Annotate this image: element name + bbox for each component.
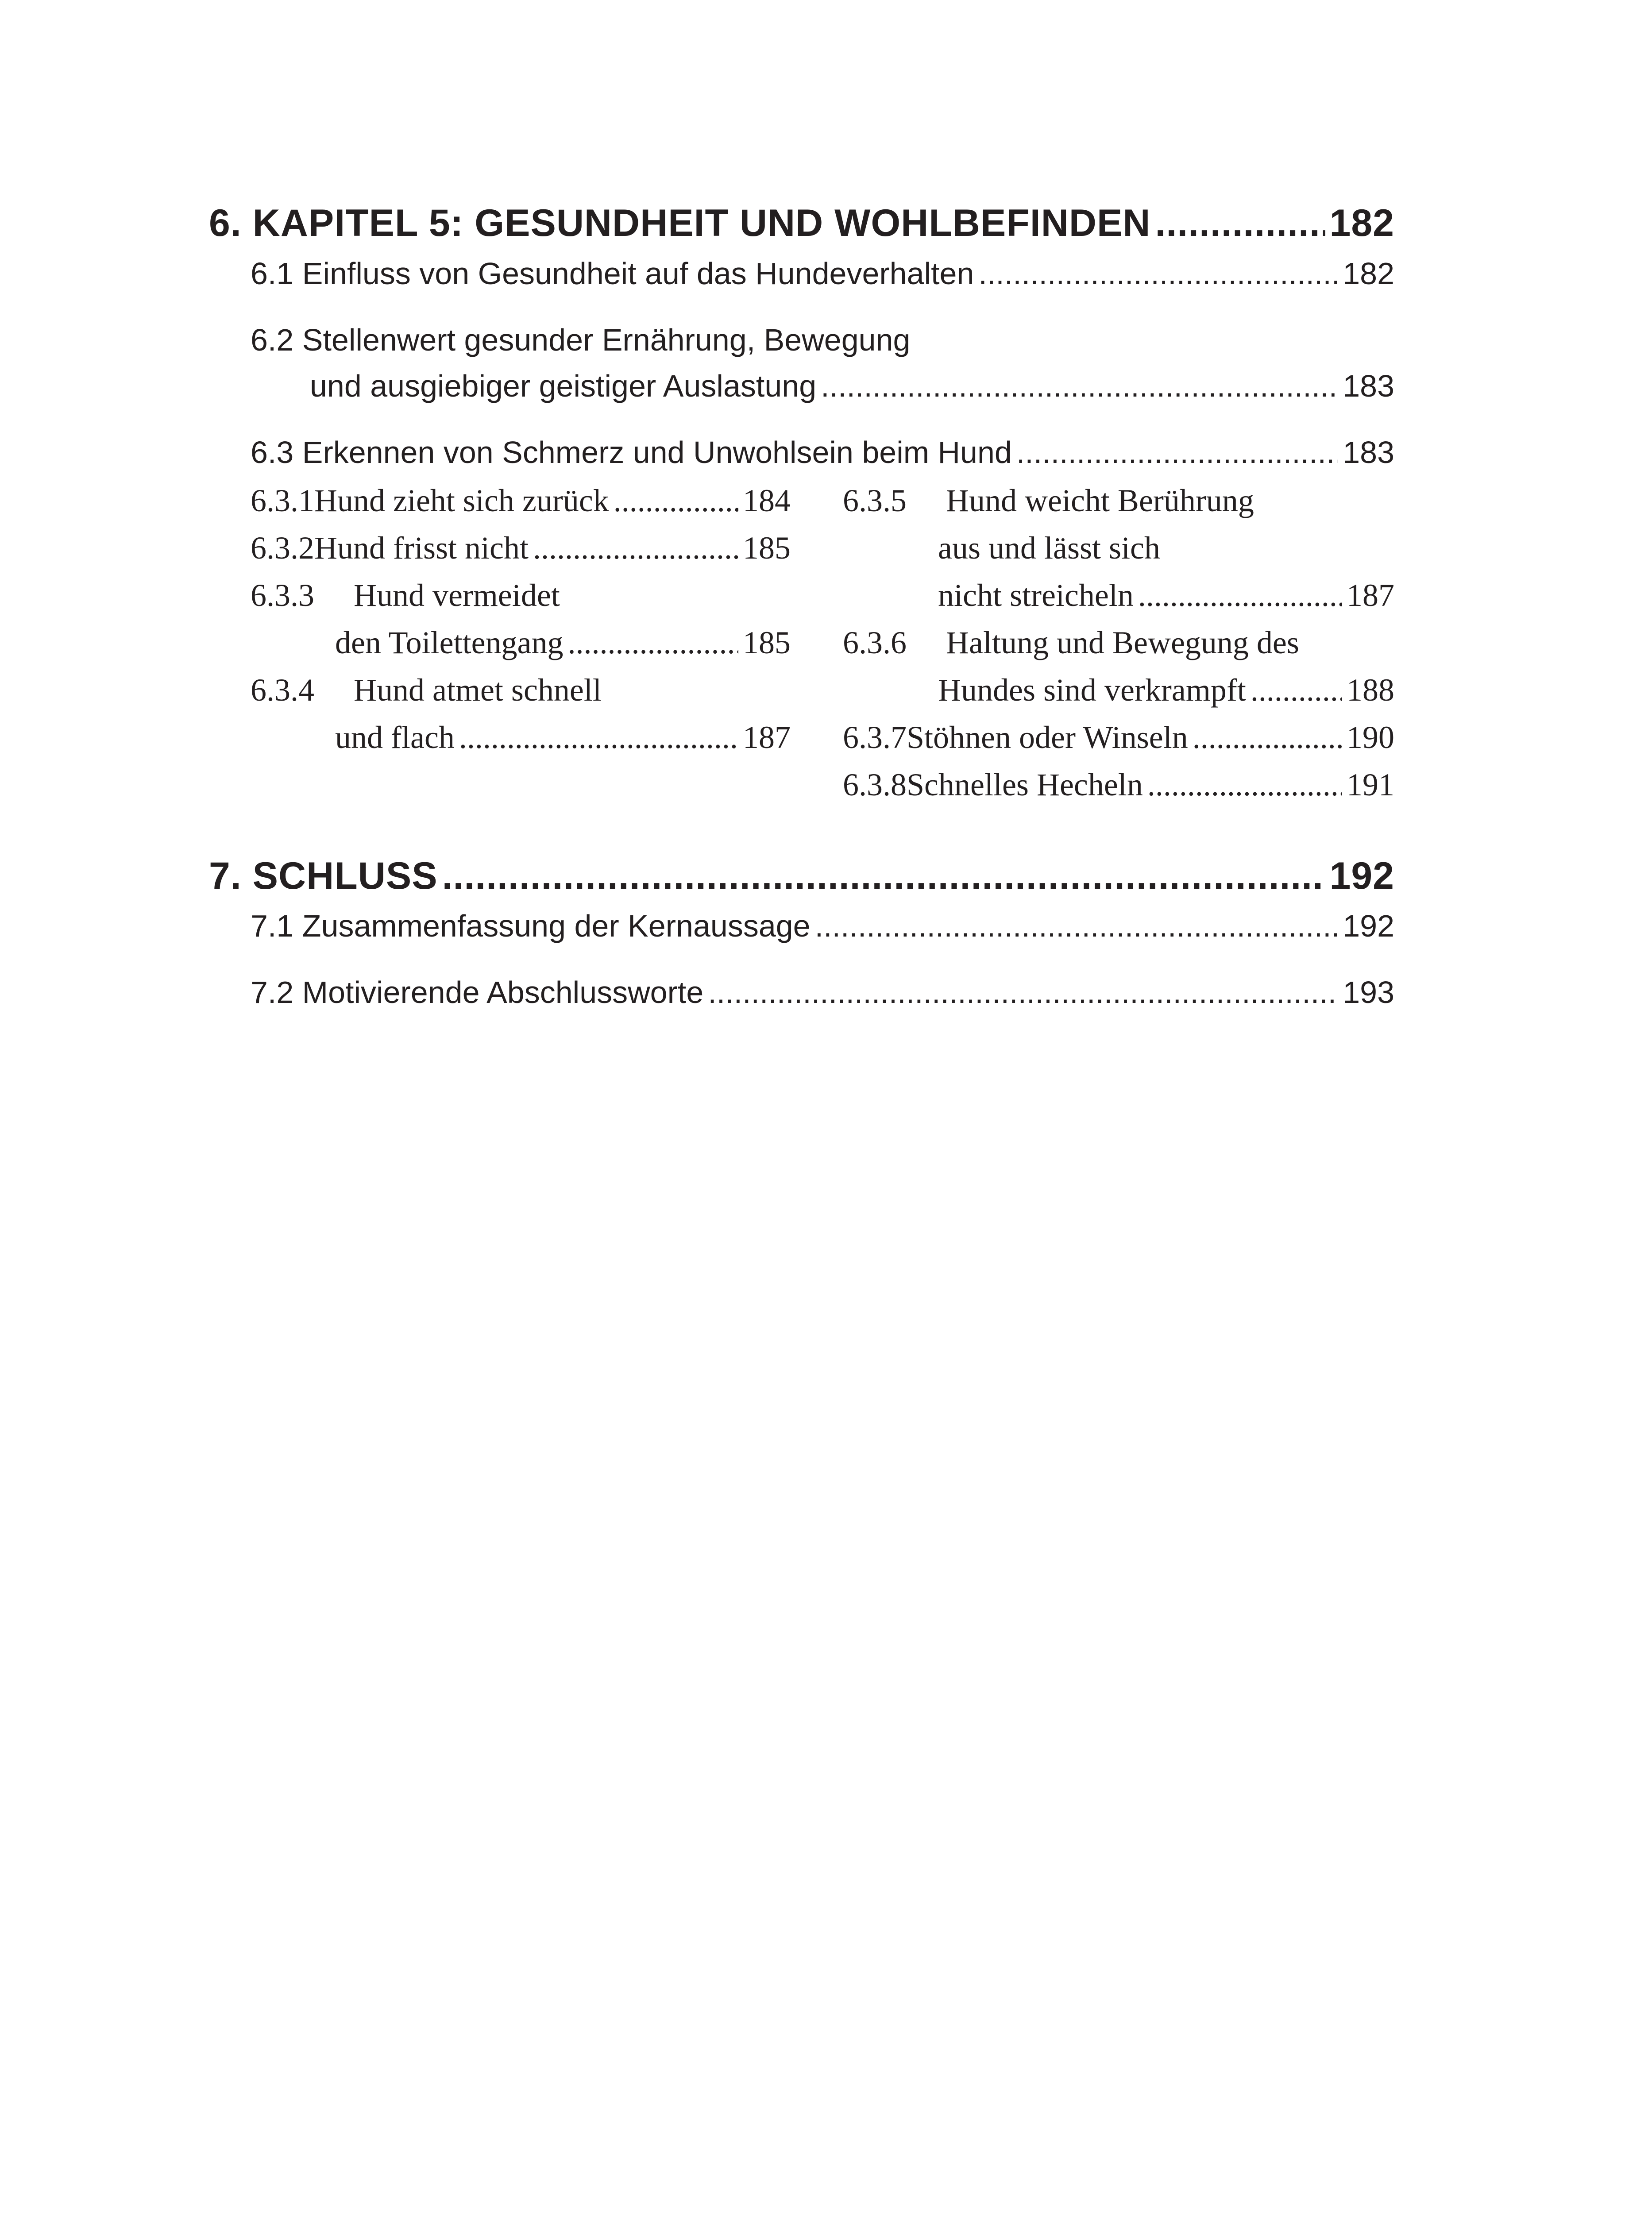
subsection-title-continued: nicht streicheln [938, 578, 1134, 613]
toc-subsection-6-3-5-line1[interactable] [843, 482, 1254, 519]
toc-subsection-6-3-6[interactable] [938, 672, 1394, 709]
dot-leader [1155, 201, 1325, 245]
toc-subsection-6-3-4-line1[interactable] [251, 672, 602, 709]
dot-leader [442, 854, 1325, 898]
page-number: 185 [743, 625, 791, 660]
subsection-title-continued: und flach [335, 720, 455, 755]
section-title: 7.2 Motivierende Abschlussworte [251, 975, 704, 1010]
toc-section-7-2[interactable] [251, 975, 1394, 1010]
toc-subsection-6-3-5[interactable] [938, 577, 1394, 614]
page-number: 184 [743, 483, 791, 518]
toc-subsection-6-3-3-line1[interactable] [251, 577, 560, 614]
toc-subsection-6-3-6-line1[interactable] [843, 625, 1299, 661]
dot-leader [1147, 767, 1342, 803]
dot-leader [614, 482, 738, 519]
page-number: 192 [1329, 855, 1394, 897]
toc-chapter-7[interactable] [209, 854, 1394, 898]
subsection-title: Haltung und Bewegung des [946, 625, 1299, 660]
page-number: 191 [1347, 767, 1394, 802]
dot-leader [533, 530, 738, 567]
page-number: 187 [743, 720, 791, 755]
toc-section-6-2[interactable] [310, 368, 1394, 404]
subsection-title: Hund atmet schnell [354, 672, 602, 708]
toc-subsection-6-3-7[interactable] [843, 719, 1394, 756]
page-number: 183 [1343, 369, 1394, 403]
toc-subsection-6-3-1[interactable] [251, 482, 791, 519]
toc-subsection-6-3-8[interactable] [843, 767, 1394, 803]
subsection-number: 6.3.6 [843, 625, 907, 660]
page-number: 190 [1347, 720, 1394, 755]
subsection-title: Hund frisst nicht [314, 530, 529, 566]
section-title-continued: und ausgiebiger geistiger Auslastung [310, 369, 817, 403]
subsection-title: Schnelles Hecheln [907, 767, 1143, 802]
subsection-number: 6.3.4 [251, 672, 314, 708]
page-number: 192 [1343, 909, 1394, 943]
page-number: 182 [1343, 256, 1394, 291]
toc-section-6-1[interactable] [251, 256, 1394, 291]
subsection-title: Hund weicht Berührung [946, 483, 1254, 518]
section-title: 7.1 Zusammenfassung der Kernaussage [251, 909, 811, 943]
subsection-number: 6.3.1 [251, 483, 314, 518]
toc-section-7-1[interactable] [251, 908, 1394, 944]
subsection-title: Hund zieht sich zurück [314, 483, 609, 518]
subsection-number: 6.3.7 [843, 720, 907, 755]
page-number: 193 [1343, 975, 1394, 1010]
section-title: 6.3 Erkennen von Schmerz und Unwohlsein beim Hund [251, 435, 1012, 470]
subsection-number: 6.3.2 [251, 530, 314, 566]
subsection-title: Hund vermeidet [354, 578, 560, 613]
page-number: 187 [1347, 578, 1394, 613]
dot-leader [1251, 672, 1342, 709]
dot-leader [1138, 577, 1342, 614]
subsection-number: 6.3.8 [843, 767, 907, 802]
subsection-number: 6.3.5 [843, 483, 907, 518]
chapter-title: 7. SCHLUSS [209, 855, 438, 897]
toc-chapter-6[interactable] [209, 201, 1394, 245]
page-number: 183 [1343, 435, 1394, 470]
dot-leader [568, 625, 739, 661]
dot-leader [815, 908, 1339, 944]
toc-subsection-6-3-3[interactable] [335, 625, 791, 661]
page-number: 185 [743, 530, 791, 566]
section-title: 6.2 Stellenwert gesunder Ernährung, Bewegung [251, 323, 911, 357]
subsection-title-continued: den Toilettengang [335, 625, 564, 660]
subsection-title-continued: aus und lässt sich [938, 530, 1160, 566]
dot-leader [1016, 435, 1338, 470]
chapter-title: 6. KAPITEL 5: GESUNDHEIT UND WOHLBEFINDEN [209, 202, 1151, 244]
toc-subsection-6-3-4[interactable] [335, 719, 791, 756]
toc-subsection-6-3-5-line2 [938, 530, 1160, 567]
subsection-number: 6.3.3 [251, 578, 314, 613]
subsection-title-continued: Hundes sind verkrampft [938, 672, 1246, 708]
toc-section-6-3[interactable] [251, 435, 1394, 470]
toc-section-6-2-line1[interactable] [251, 322, 910, 358]
page-number: 182 [1329, 202, 1394, 244]
dot-leader [708, 975, 1338, 1010]
dot-leader [459, 719, 738, 756]
page-number: 188 [1347, 672, 1394, 708]
section-title: 6.1 Einfluss von Gesundheit auf das Hundeverhalten [251, 256, 974, 291]
toc-subsection-6-3-2[interactable] [251, 530, 791, 567]
subsection-title: Stöhnen oder Winseln [907, 720, 1188, 755]
dot-leader [821, 368, 1338, 404]
dot-leader [978, 256, 1338, 291]
dot-leader [1193, 719, 1342, 756]
